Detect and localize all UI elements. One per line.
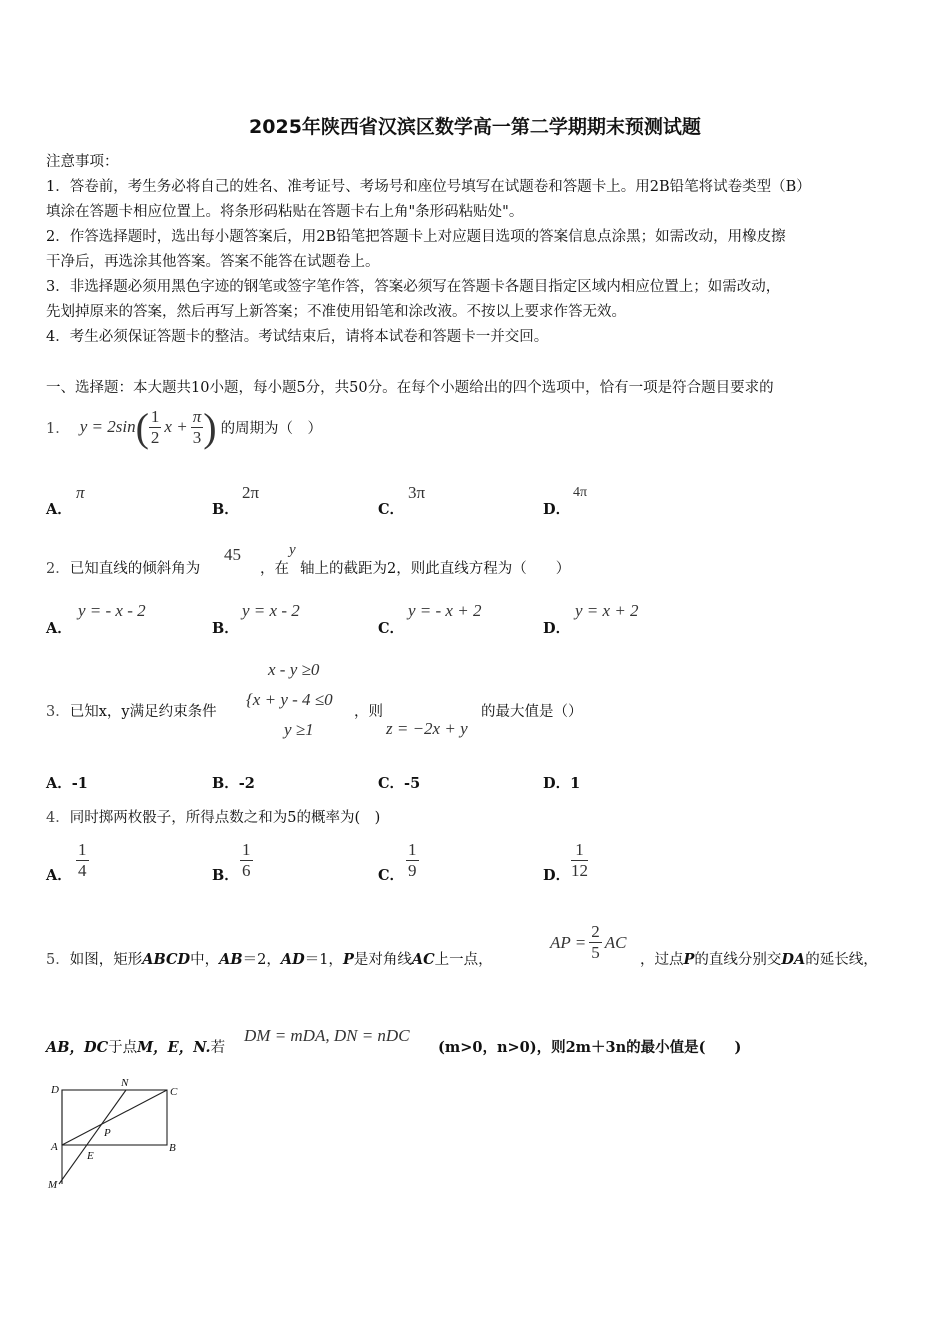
dm-dn-formula: DM = mDA, DN = nDC <box>244 1026 410 1045</box>
label-n: N <box>121 1077 129 1089</box>
notes-line: 4．考生必须保证答题卡的整洁。考试结束后，请将本试卷和答题卡一并交回。 <box>46 329 549 345</box>
option-b-fraction: $\frac{1}{6}$ <box>242 840 251 880</box>
notes-line: 2．作答选择题时，选出每小题答案后，用2B铅笔把答题卡上对应题目选项的答案信息点涂黑；如需改动，用橡皮擦 <box>46 229 786 245</box>
fraction-pi-third: $\frac{\pi}{3}$ <box>192 406 202 447</box>
right-paren: ) <box>203 404 217 450</box>
option-b[interactable]: B．-2 <box>212 775 255 792</box>
option-b-value: y = x - 2 <box>242 601 300 620</box>
section-heading: 一、选择题：本大题共10小题，每小题5分，共50分。在每个小题给出的四个选项中，恰有一项是符合题目要求的 <box>46 380 774 396</box>
label-c: C <box>170 1086 178 1098</box>
question-5-line-2: AB，DC于点M，E，N.若 <box>46 1039 226 1056</box>
fraction-half: $\frac{1}{2}$ <box>150 406 160 447</box>
function-name: y = 2sin <box>79 417 136 436</box>
ap-formula: AP = $\frac{2}{5}$ AC <box>550 922 627 962</box>
question-5-text: ，过点P的直线分别交DA的延长线， <box>640 951 878 968</box>
option-b[interactable]: B． <box>212 501 239 518</box>
notes-line: 干净后，再选涂其他答案。答案不能答在试题卷上。 <box>46 254 380 270</box>
option-d[interactable]: D． <box>543 620 571 637</box>
constraint-3: y ≥1 <box>284 720 314 739</box>
option-b-value: 2π <box>242 483 260 502</box>
option-a[interactable]: A． <box>46 501 72 518</box>
question-3-text: ，则 <box>354 704 383 720</box>
question-3-text: 的最大值是（） <box>481 704 583 720</box>
question-1 <box>46 402 322 452</box>
option-c[interactable]: C．-5 <box>378 775 421 792</box>
option-d-fraction: $\frac{1}{12}$ <box>571 840 588 880</box>
option-b[interactable]: B． <box>212 620 239 637</box>
diagonal-ac <box>62 1090 167 1145</box>
question-2-text: ，在 <box>260 561 289 577</box>
question-number: 1． <box>46 420 70 437</box>
option-d[interactable]: D． <box>543 501 571 518</box>
option-c-value: 3π <box>408 483 426 502</box>
option-d[interactable]: D．1 <box>543 775 581 792</box>
option-a-fraction: $\frac{1}{4}$ <box>78 840 87 880</box>
page-title: 2025年陕西省汉滨区数学高一第二学期期末预测试题 <box>249 116 701 138</box>
question-2: 2．已知直线的倾斜角为 <box>46 561 201 577</box>
option-c[interactable]: C． <box>378 501 405 518</box>
variable-x: x + <box>164 417 188 436</box>
question-4: 4．同时掷两枚骰子，所得点数之和为5的概率为( ) <box>46 810 381 826</box>
notes-line: 3．非选择题必须用黑色字迹的钢笔或签字笔作答，答案必须写在答题卡各题目指定区域内相应位置上；如需改动， <box>46 279 781 295</box>
notes-line: 填涂在答题卡相应位置上。将条形码粘贴在答题卡右上角"条形码粘贴处"。 <box>46 204 524 220</box>
option-c-fraction: $\frac{1}{9}$ <box>408 840 417 880</box>
option-a-value: y = - x - 2 <box>78 601 146 620</box>
line-mn <box>59 1090 126 1184</box>
label-d: D <box>51 1084 59 1096</box>
question-3: 3．已知x，y满足约束条件 <box>46 704 217 720</box>
constraint-2: {x + y - 4 ≤0 <box>246 690 333 709</box>
rectangle-figure <box>46 1074 186 1194</box>
option-a-value: π <box>76 483 85 502</box>
constraint-1: x - y ≥0 <box>268 660 320 679</box>
objective-function: z = −2x + y <box>386 719 468 738</box>
option-d[interactable]: D． <box>543 867 571 884</box>
label-b: B <box>169 1142 176 1154</box>
option-d-value: y = x + 2 <box>575 601 639 620</box>
label-p: P <box>104 1127 111 1139</box>
option-a[interactable]: A． <box>46 620 72 637</box>
angle-value: 45 <box>224 545 241 564</box>
option-d-value: 4π <box>573 485 588 500</box>
question-text: 的周期为（ ） <box>220 420 323 437</box>
label-e: E <box>87 1150 94 1162</box>
label-m: M <box>48 1179 58 1191</box>
question-5-condition: (m>0，n>0)，则2m＋3n的最小值是( ) <box>438 1039 742 1056</box>
option-c[interactable]: C． <box>378 867 405 884</box>
option-a[interactable]: A． <box>46 867 72 884</box>
notes-line: 1．答卷前，考生务必将自己的姓名、准考证号、考场号和座位号填写在试题卷和答题卡上。用2B铅笔将试卷类型（B） <box>46 179 811 195</box>
left-paren: ( <box>135 404 149 450</box>
question-5: 5．如图，矩形ABCD中，AB＝2，AD＝1，P是对角线AC上一点， <box>46 951 493 968</box>
label-a: A <box>51 1141 58 1153</box>
option-a[interactable]: A．-1 <box>46 775 88 792</box>
option-c-value: y = - x + 2 <box>408 601 482 620</box>
question-2-text: 轴上的截距为2，则此直线方程为（ ） <box>300 561 571 577</box>
notes-heading: 注意事项： <box>46 154 119 170</box>
axis-variable: y <box>289 542 296 558</box>
option-c[interactable]: C． <box>378 620 405 637</box>
option-b[interactable]: B． <box>212 867 239 884</box>
notes-line: 先划掉原来的答案，然后再写上新答案；不准使用铅笔和涂改液。不按以上要求作答无效。 <box>46 304 626 320</box>
